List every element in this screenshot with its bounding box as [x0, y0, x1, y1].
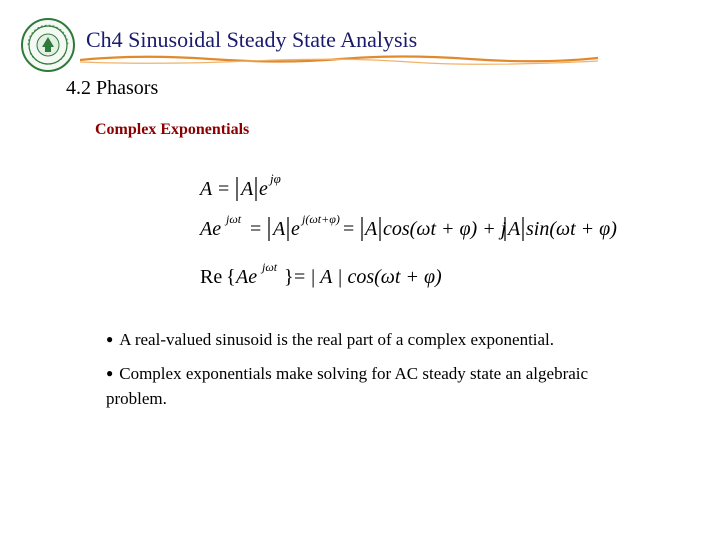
eq1-magnitude: A — [241, 178, 254, 200]
equation-1 — [198, 171, 281, 201]
header-divider — [80, 50, 598, 68]
svg-text:=: = — [343, 218, 355, 240]
eq3-rhs: | A | cos(ωt + φ) — [310, 266, 442, 288]
eq3-re: Re — [200, 266, 223, 288]
bullet-text-2: Complex exponentials make solving for AC steady state an algebraic problem. — [106, 364, 589, 408]
bullet-icon: ● — [106, 366, 114, 380]
svg-text:{: { — [226, 266, 236, 288]
eq2-mid-exponent: j(ωt+φ) — [302, 212, 340, 226]
eq2-rhs: cos(ωt + φ) + j — [383, 218, 507, 240]
eq2-lhs: Ae — [200, 218, 222, 240]
svg-text:=: = — [218, 178, 230, 200]
eq2-lhs-exponent: jωt — [226, 212, 242, 226]
bullet-text-1: A real-valued sinusoid is the real part of a complex exponential. — [119, 330, 555, 349]
eq1-exponent: jφ — [270, 171, 281, 186]
svg-text:=: = — [250, 218, 262, 240]
svg-text:=: = — [294, 266, 306, 288]
svg-text:e: e — [291, 218, 300, 240]
eq1-lhs: A — [200, 178, 213, 200]
page-title: Ch4 Sinusoidal Steady State Analysis — [86, 27, 418, 52]
svg-text:A: A — [365, 218, 378, 240]
svg-text:e: e — [259, 178, 268, 200]
eq3-exponent: jωt — [262, 260, 278, 274]
equations-block — [190, 165, 630, 295]
bullet-icon: ● — [106, 332, 114, 346]
eq2-mid-magnitude: A — [273, 218, 286, 240]
bullet-item-1 — [106, 328, 686, 353]
equation-2 — [198, 212, 617, 241]
section-title: 4.2 Phasors — [66, 77, 159, 99]
eq3-ae: Ae — [236, 266, 258, 288]
equation-3 — [200, 260, 442, 288]
bullet-item-2 — [106, 362, 626, 411]
eq2-rhs-b: sin(ωt + φ) — [526, 218, 617, 240]
svg-text:}: } — [284, 266, 294, 288]
svg-text:A: A — [508, 218, 521, 240]
subsection-title: Complex Exponentials — [95, 121, 250, 138]
university-seal-logo-icon — [20, 17, 76, 73]
